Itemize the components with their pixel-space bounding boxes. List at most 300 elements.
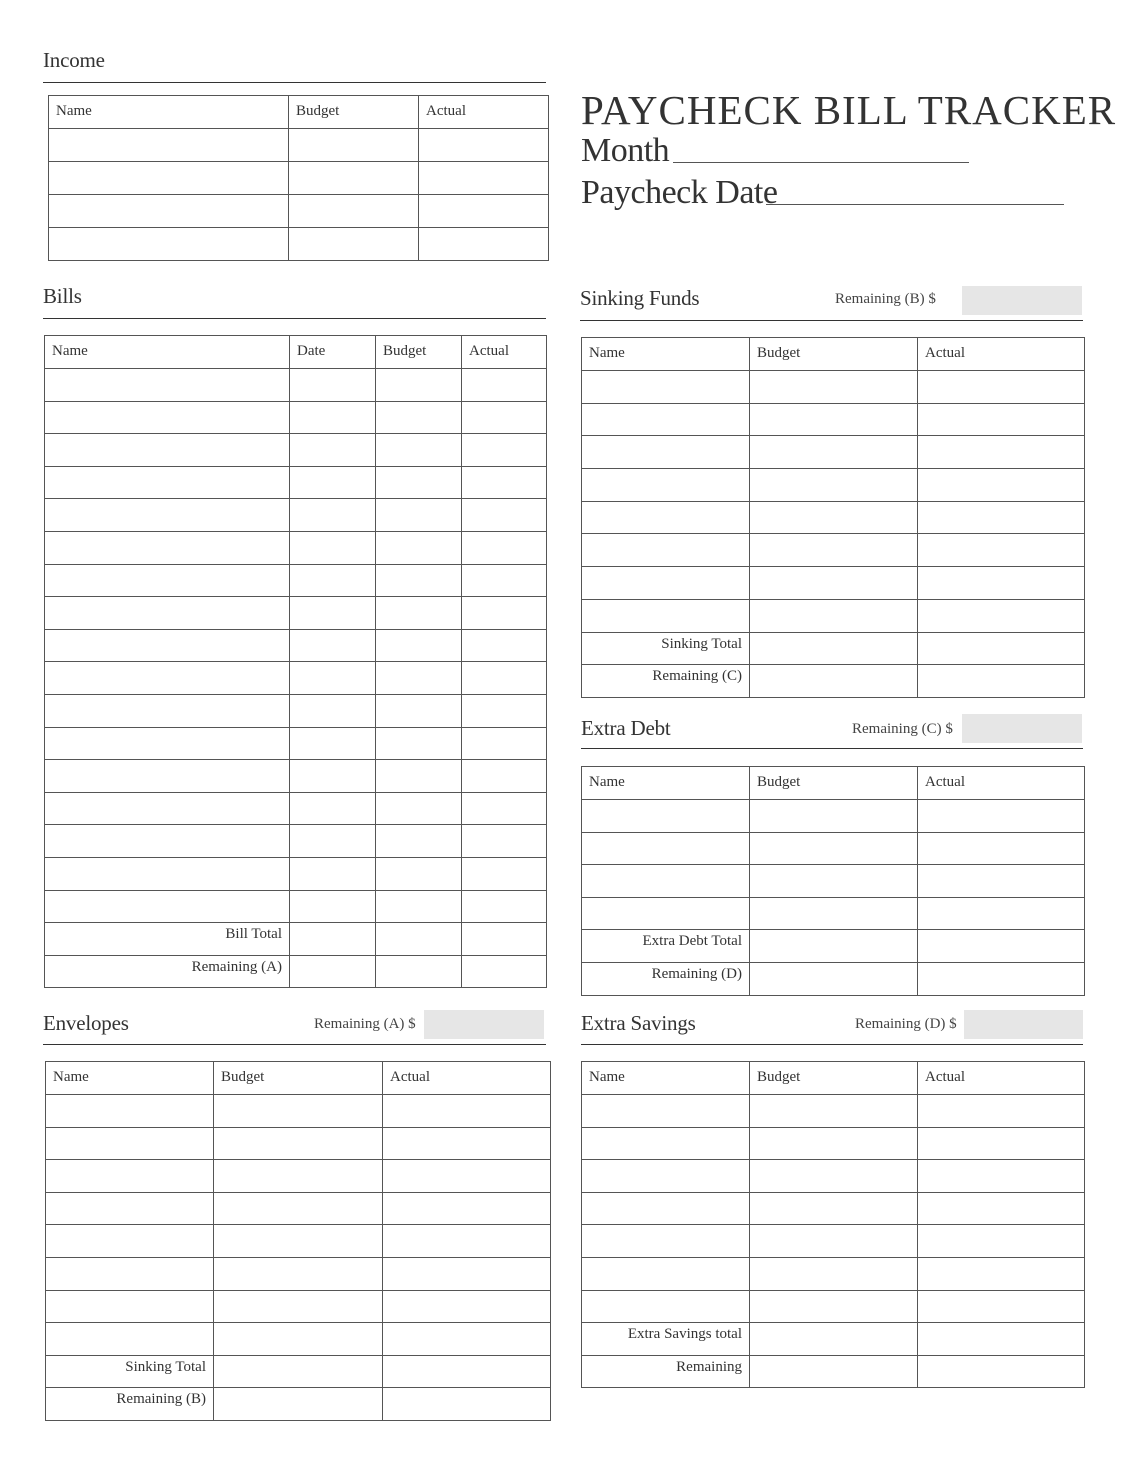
table-row (582, 800, 1085, 833)
name-cell[interactable] (45, 760, 290, 793)
budget-cell[interactable] (750, 865, 918, 898)
actual-cell[interactable] (918, 1257, 1085, 1290)
table-row (46, 1225, 551, 1258)
column-header: Name (45, 336, 290, 369)
name-cell[interactable] (45, 564, 290, 597)
name-cell[interactable] (45, 466, 290, 499)
actual-cell[interactable] (918, 865, 1085, 898)
actual-cell[interactable] (918, 930, 1085, 963)
table-row (45, 369, 547, 402)
name-cell[interactable] (45, 825, 290, 858)
budget-cell[interactable] (289, 228, 419, 261)
name-cell[interactable] (45, 857, 290, 890)
actual-cell[interactable] (462, 760, 547, 793)
actual-cell[interactable] (462, 890, 547, 923)
actual-cell[interactable] (462, 597, 547, 630)
table-row (582, 1225, 1085, 1258)
budget-cell[interactable] (750, 1257, 918, 1290)
table-row (582, 599, 1085, 632)
actual-cell[interactable] (462, 662, 547, 695)
name-cell[interactable] (582, 1290, 750, 1323)
name-cell[interactable] (582, 832, 750, 865)
name-cell[interactable] (582, 1192, 750, 1225)
budget-cell[interactable] (376, 499, 462, 532)
sinking-total-row (582, 632, 1085, 665)
column-header: Name (49, 96, 289, 129)
budget-cell[interactable] (376, 434, 462, 467)
table-row (45, 727, 547, 760)
actual-cell[interactable] (918, 371, 1085, 404)
income-rule (43, 82, 546, 83)
remaining-a-label: Remaining (A) (45, 955, 290, 988)
table-row (46, 1192, 551, 1225)
budget-cell[interactable] (289, 162, 419, 195)
actual-cell[interactable] (419, 162, 549, 195)
bill-total-row (45, 923, 547, 956)
table-row (582, 436, 1085, 469)
actual-cell[interactable] (918, 665, 1085, 698)
actual-cell[interactable] (462, 629, 547, 662)
actual-cell[interactable] (419, 195, 549, 228)
column-header: Budget (289, 96, 419, 129)
actual-cell[interactable] (918, 599, 1085, 632)
date-cell[interactable] (290, 662, 376, 695)
remaining-c-header: Remaining (C) $ (852, 721, 953, 737)
table-row (582, 1192, 1085, 1225)
budget-cell[interactable] (376, 923, 462, 956)
remaining-a-box[interactable] (424, 1010, 544, 1039)
budget-cell[interactable] (750, 1225, 918, 1258)
budget-cell[interactable] (750, 436, 918, 469)
table-row (45, 694, 547, 727)
budget-cell[interactable] (214, 1257, 383, 1290)
column-header: Budget (750, 1062, 918, 1095)
actual-cell[interactable] (462, 694, 547, 727)
name-cell[interactable] (582, 1127, 750, 1160)
budget-cell[interactable] (289, 195, 419, 228)
actual-cell[interactable] (462, 792, 547, 825)
budget-cell[interactable] (750, 1323, 918, 1356)
extra-debt-table (581, 766, 1085, 996)
actual-cell[interactable] (918, 1192, 1085, 1225)
name-cell[interactable] (45, 369, 290, 402)
name-cell[interactable] (46, 1127, 214, 1160)
table-row (46, 1290, 551, 1323)
remaining-d-box[interactable] (964, 1010, 1083, 1039)
date-cell[interactable] (290, 857, 376, 890)
actual-cell[interactable] (918, 1127, 1085, 1160)
table-row (582, 371, 1085, 404)
name-cell[interactable] (49, 162, 289, 195)
name-cell[interactable] (582, 1095, 750, 1128)
actual-cell[interactable] (918, 567, 1085, 600)
envelopes-rule (43, 1044, 546, 1045)
actual-cell[interactable] (918, 534, 1085, 567)
month-input-line[interactable] (673, 162, 969, 163)
actual-cell[interactable] (918, 469, 1085, 502)
table-row (45, 401, 547, 434)
table-row (46, 1127, 551, 1160)
bills-rule (43, 318, 546, 319)
name-cell[interactable] (582, 469, 750, 502)
actual-cell[interactable] (419, 129, 549, 162)
name-cell[interactable] (582, 800, 750, 833)
budget-cell[interactable] (750, 1160, 918, 1193)
sinking-total-label: Sinking Total (46, 1355, 214, 1388)
remaining-c-row (582, 665, 1085, 698)
actual-cell[interactable] (383, 1225, 551, 1258)
table-row (582, 1257, 1085, 1290)
budget-cell[interactable] (750, 1192, 918, 1225)
paycheck-date-input-line[interactable] (766, 204, 1064, 205)
actual-cell[interactable] (383, 1257, 551, 1290)
budget-cell[interactable] (750, 930, 918, 963)
name-cell[interactable] (45, 597, 290, 630)
table-row (582, 501, 1085, 534)
remaining-d-label: Remaining (D) (582, 962, 750, 995)
budget-cell[interactable] (750, 962, 918, 995)
envelopes-table (45, 1061, 551, 1421)
budget-cell[interactable] (750, 403, 918, 436)
table-row (45, 531, 547, 564)
name-cell[interactable] (46, 1225, 214, 1258)
name-cell[interactable] (46, 1095, 214, 1128)
table-row (582, 897, 1085, 930)
remaining-a-header: Remaining (A) $ (314, 1016, 416, 1032)
table-header-row (582, 767, 1085, 800)
table-row (46, 1257, 551, 1290)
remaining-label: Remaining (582, 1355, 750, 1388)
table-row (45, 662, 547, 695)
name-cell[interactable] (46, 1160, 214, 1193)
actual-cell[interactable] (383, 1388, 551, 1421)
budget-cell[interactable] (214, 1225, 383, 1258)
date-cell[interactable] (290, 597, 376, 630)
actual-cell[interactable] (918, 501, 1085, 534)
actual-cell[interactable] (918, 832, 1085, 865)
date-cell[interactable] (290, 531, 376, 564)
budget-cell[interactable] (376, 466, 462, 499)
name-cell[interactable] (45, 401, 290, 434)
budget-cell[interactable] (750, 1127, 918, 1160)
extra-savings-total-row (582, 1323, 1085, 1356)
table-row (45, 629, 547, 662)
actual-cell[interactable] (462, 955, 547, 988)
actual-cell[interactable] (462, 727, 547, 760)
name-cell[interactable] (46, 1192, 214, 1225)
budget-cell[interactable] (750, 371, 918, 404)
date-cell[interactable] (290, 564, 376, 597)
table-row (582, 1290, 1085, 1323)
budget-cell[interactable] (750, 469, 918, 502)
actual-cell[interactable] (462, 369, 547, 402)
date-cell[interactable] (290, 434, 376, 467)
budget-cell[interactable] (750, 599, 918, 632)
budget-cell[interactable] (376, 597, 462, 630)
date-cell[interactable] (290, 890, 376, 923)
remaining-c-label: Remaining (C) (582, 665, 750, 698)
actual-cell[interactable] (918, 1160, 1085, 1193)
extra-debt-total-row (582, 930, 1085, 963)
table-row (45, 564, 547, 597)
date-cell[interactable] (290, 401, 376, 434)
actual-cell[interactable] (918, 1290, 1085, 1323)
actual-cell[interactable] (918, 403, 1085, 436)
column-header: Actual (918, 1062, 1085, 1095)
column-header: Name (46, 1062, 214, 1095)
name-cell[interactable] (582, 436, 750, 469)
actual-cell[interactable] (918, 436, 1085, 469)
column-header: Date (290, 336, 376, 369)
bill-total-label: Bill Total (45, 923, 290, 956)
bills-table (44, 335, 547, 988)
budget-cell[interactable] (750, 800, 918, 833)
budget-cell[interactable] (376, 857, 462, 890)
name-cell[interactable] (45, 890, 290, 923)
table-row (46, 1095, 551, 1128)
table-row (582, 403, 1085, 436)
name-cell[interactable] (46, 1323, 214, 1356)
actual-cell[interactable] (462, 466, 547, 499)
remaining-c-box[interactable] (962, 714, 1082, 743)
actual-cell[interactable] (462, 564, 547, 597)
actual-cell[interactable] (462, 434, 547, 467)
table-row (49, 162, 549, 195)
actual-cell[interactable] (462, 857, 547, 890)
budget-cell[interactable] (214, 1192, 383, 1225)
table-header-row (582, 338, 1085, 371)
column-header: Actual (383, 1062, 551, 1095)
income-title: Income (43, 48, 105, 72)
name-cell[interactable] (582, 1160, 750, 1193)
actual-cell[interactable] (462, 825, 547, 858)
table-row (582, 469, 1085, 502)
column-header: Budget (376, 336, 462, 369)
column-header: Budget (750, 767, 918, 800)
actual-cell[interactable] (462, 401, 547, 434)
table-row (46, 1323, 551, 1356)
table-row (582, 567, 1085, 600)
budget-cell[interactable] (750, 665, 918, 698)
actual-cell[interactable] (383, 1127, 551, 1160)
name-cell[interactable] (49, 129, 289, 162)
table-row (45, 857, 547, 890)
table-header-row (49, 96, 549, 129)
extra-debt-title: Extra Debt (581, 716, 671, 740)
actual-cell[interactable] (462, 531, 547, 564)
name-cell[interactable] (582, 371, 750, 404)
income-table (48, 95, 549, 261)
actual-cell[interactable] (918, 897, 1085, 930)
table-row (582, 1095, 1085, 1128)
budget-cell[interactable] (376, 531, 462, 564)
budget-cell[interactable] (214, 1323, 383, 1356)
budget-cell[interactable] (376, 694, 462, 727)
sinking-total-row (46, 1355, 551, 1388)
actual-cell[interactable] (918, 962, 1085, 995)
table-row (582, 832, 1085, 865)
budget-cell[interactable] (214, 1160, 383, 1193)
date-cell[interactable] (290, 955, 376, 988)
name-cell[interactable] (45, 662, 290, 695)
date-cell[interactable] (290, 694, 376, 727)
budget-cell[interactable] (289, 129, 419, 162)
budget-cell[interactable] (750, 832, 918, 865)
column-header: Budget (750, 338, 918, 371)
budget-cell[interactable] (376, 890, 462, 923)
date-cell[interactable] (290, 466, 376, 499)
table-row (45, 792, 547, 825)
budget-cell[interactable] (214, 1355, 383, 1388)
table-row (49, 228, 549, 261)
remaining-a-row (45, 955, 547, 988)
column-header: Actual (419, 96, 549, 129)
month-label: Month (581, 132, 670, 169)
date-cell[interactable] (290, 792, 376, 825)
budget-cell[interactable] (376, 662, 462, 695)
actual-cell[interactable] (462, 923, 547, 956)
envelopes-title: Envelopes (43, 1011, 129, 1035)
name-cell[interactable] (45, 727, 290, 760)
budget-cell[interactable] (750, 567, 918, 600)
budget-cell[interactable] (750, 1290, 918, 1323)
budget-cell[interactable] (376, 955, 462, 988)
budget-cell[interactable] (376, 401, 462, 434)
table-row (45, 434, 547, 467)
actual-cell[interactable] (918, 800, 1085, 833)
column-header: Actual (918, 338, 1085, 371)
budget-cell[interactable] (750, 1355, 918, 1388)
name-cell[interactable] (582, 403, 750, 436)
actual-cell[interactable] (383, 1095, 551, 1128)
budget-cell[interactable] (750, 632, 918, 665)
column-header: Actual (918, 767, 1085, 800)
date-cell[interactable] (290, 499, 376, 532)
date-cell[interactable] (290, 629, 376, 662)
budget-cell[interactable] (376, 629, 462, 662)
budget-cell[interactable] (214, 1095, 383, 1128)
actual-cell[interactable] (918, 1225, 1085, 1258)
budget-cell[interactable] (376, 792, 462, 825)
actual-cell[interactable] (383, 1160, 551, 1193)
actual-cell[interactable] (383, 1323, 551, 1356)
remaining-b-label: Remaining (B) (46, 1388, 214, 1421)
table-row (582, 534, 1085, 567)
table-row (45, 825, 547, 858)
name-cell[interactable] (582, 534, 750, 567)
table-row (582, 1127, 1085, 1160)
name-cell[interactable] (582, 897, 750, 930)
name-cell[interactable] (45, 499, 290, 532)
date-cell[interactable] (290, 727, 376, 760)
name-cell[interactable] (582, 1257, 750, 1290)
remaining-b-row (46, 1388, 551, 1421)
extra-savings-rule (581, 1044, 1083, 1045)
actual-cell[interactable] (383, 1290, 551, 1323)
remaining-b-header: Remaining (B) $ (835, 291, 936, 307)
name-cell[interactable] (582, 865, 750, 898)
bills-title: Bills (43, 284, 82, 308)
sinking-funds-title: Sinking Funds (580, 286, 700, 310)
name-cell[interactable] (45, 629, 290, 662)
table-header-row (46, 1062, 551, 1095)
name-cell[interactable] (46, 1257, 214, 1290)
date-cell[interactable] (290, 923, 376, 956)
table-row (582, 1160, 1085, 1193)
name-cell[interactable] (49, 195, 289, 228)
budget-cell[interactable] (376, 727, 462, 760)
date-cell[interactable] (290, 369, 376, 402)
table-row (49, 129, 549, 162)
table-row (49, 195, 549, 228)
page-title: PAYCHECK BILL TRACKER (581, 87, 1117, 133)
table-row (46, 1160, 551, 1193)
actual-cell[interactable] (918, 1355, 1085, 1388)
paycheck-date-label: Paycheck Date (581, 174, 778, 211)
date-cell[interactable] (290, 825, 376, 858)
table-row (45, 890, 547, 923)
table-row (45, 597, 547, 630)
table-row (45, 760, 547, 793)
actual-cell[interactable] (918, 632, 1085, 665)
remaining-d-header: Remaining (D) $ (855, 1016, 957, 1032)
budget-cell[interactable] (750, 897, 918, 930)
remaining-d-row (582, 962, 1085, 995)
remaining-b-box[interactable] (962, 286, 1082, 315)
table-row (582, 865, 1085, 898)
actual-cell[interactable] (383, 1192, 551, 1225)
name-cell[interactable] (45, 434, 290, 467)
budget-cell[interactable] (376, 564, 462, 597)
name-cell[interactable] (582, 599, 750, 632)
extra-savings-table (581, 1061, 1085, 1388)
name-cell[interactable] (582, 501, 750, 534)
actual-cell[interactable] (918, 1095, 1085, 1128)
table-row (45, 466, 547, 499)
actual-cell[interactable] (419, 228, 549, 261)
name-cell[interactable] (46, 1290, 214, 1323)
extra-savings-total-label: Extra Savings total (582, 1323, 750, 1356)
budget-cell[interactable] (376, 369, 462, 402)
budget-cell[interactable] (750, 534, 918, 567)
name-cell[interactable] (582, 567, 750, 600)
name-cell[interactable] (45, 792, 290, 825)
column-header: Actual (462, 336, 547, 369)
sinking-funds-rule (580, 320, 1083, 321)
budget-cell[interactable] (376, 825, 462, 858)
actual-cell[interactable] (918, 1323, 1085, 1356)
budget-cell[interactable] (750, 501, 918, 534)
extra-savings-title: Extra Savings (581, 1011, 696, 1035)
name-cell[interactable] (45, 531, 290, 564)
name-cell[interactable] (49, 228, 289, 261)
column-header: Name (582, 338, 750, 371)
extra-debt-rule (581, 748, 1083, 749)
actual-cell[interactable] (383, 1355, 551, 1388)
budget-cell[interactable] (376, 760, 462, 793)
budget-cell[interactable] (214, 1388, 383, 1421)
budget-cell[interactable] (750, 1095, 918, 1128)
column-header: Name (582, 1062, 750, 1095)
budget-cell[interactable] (214, 1127, 383, 1160)
budget-cell[interactable] (214, 1290, 383, 1323)
column-header: Budget (214, 1062, 383, 1095)
actual-cell[interactable] (462, 499, 547, 532)
date-cell[interactable] (290, 760, 376, 793)
table-header-row (45, 336, 547, 369)
name-cell[interactable] (582, 1225, 750, 1258)
name-cell[interactable] (45, 694, 290, 727)
